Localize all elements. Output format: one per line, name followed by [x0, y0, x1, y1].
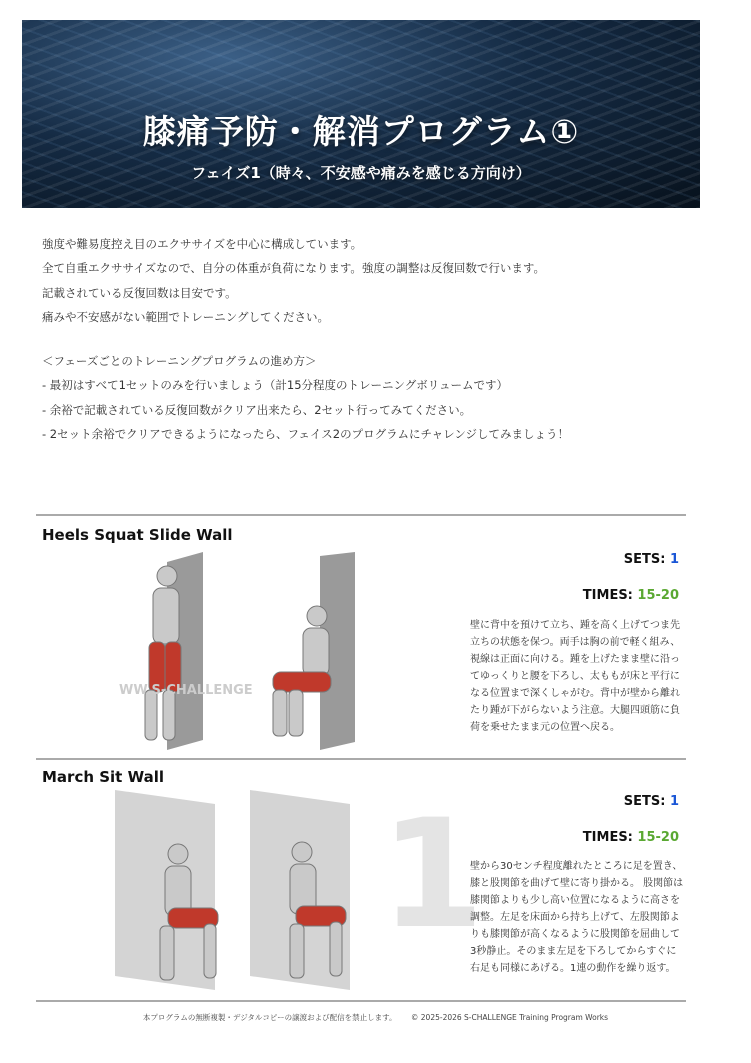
page-title: 膝痛予防・解消プログラム① [142, 112, 580, 151]
intro-line: 痛みや不安感がない範囲でトレーニングしてください。 [42, 309, 330, 324]
exercise-illustration [105, 552, 365, 752]
sets-label: SETS: 1 [623, 794, 679, 809]
times-value: 15-20 [637, 830, 679, 845]
times-label: TIMES: 15-20 [582, 830, 679, 845]
watermark: WW.S-CHALLENGE [119, 683, 253, 698]
sets-value: 1 [669, 552, 679, 567]
intro-line: 全て自重エクササイズなので、自分の体重が負荷になります。強度の調整は反復回数で行います。 [42, 261, 546, 276]
intro-line: 記載されている反復回数は目安です。 [42, 285, 237, 300]
exercise-title: March Sit Wall [42, 768, 164, 786]
divider [36, 758, 686, 760]
footer-copyright: © 2025-2026 S-CHALLENGE Training Program Works [410, 1013, 609, 1022]
times-label: TIMES: 15-20 [582, 588, 679, 603]
howto-line: - 2セット余裕でクリアできるようになったら、フェイス2のプログラムにチャレンジしてみましょう！ [42, 427, 570, 442]
howto-line: - 最初はすべて1セットのみを行いましょう（計15分程度のトレーニングボリュームです） [42, 378, 508, 393]
divider [36, 1000, 686, 1002]
sets-value: 1 [669, 794, 679, 809]
exercise-illustration [110, 790, 360, 994]
sets-label: SETS: 1 [623, 552, 679, 567]
exercise-title: Heels Squat Slide Wall [42, 526, 233, 544]
exercise-description: 壁から30センチ程度離れたところに足を置き、膝と股関節を曲げて壁に寄り掛かる。 股関節は膝関節よりも少し高い位置になるように高さを調整。左足を床面から持ち上げて、左股関節よりも膝関節が高くなるように股関節を屈曲して3秒静止。そのまま左足を下ろしてからすぐに右足も同様にあげる。1連の動作を繰り返す。 [470, 861, 684, 974]
times-value: 15-20 [637, 588, 679, 603]
page-subtitle: フェイズ1（時々、不安感や痛みを感じる方向け） [191, 164, 531, 182]
intro-line: 強度や難易度控え目のエクササイズを中心に構成しています。 [42, 237, 363, 251]
header-banner [22, 20, 700, 208]
footer-notice: 本プログラムの無断複製・デジタルコピーの譲渡および配信を禁止します。 [142, 1013, 397, 1022]
page-number: 1 [380, 788, 485, 962]
howto-heading: ＜フェーズごとのトレーニングプログラムの進め方＞ [42, 354, 317, 369]
divider [36, 514, 686, 516]
howto-line: - 余裕で記載されている反復回数がクリア出来たら、2セット行ってみてください。 [42, 402, 472, 417]
footer [0, 1012, 751, 1023]
intro-text [42, 235, 569, 449]
exercise-description: 壁に背中を預けて立ち、踵を高く上げてつま先立ちの状態を保つ。両手は胸の前で軽く組み、視線は正面に向ける。踵を上げたまま壁に沿ってゆっくりと腰を下ろし、太ももが床と平行になる位置まで深くしゃがむ。背中が壁から離れたり踵が下がらないよう注意。大腿四頭筋に負荷を乗せたまま元の位置へ戻る。 [470, 620, 681, 733]
